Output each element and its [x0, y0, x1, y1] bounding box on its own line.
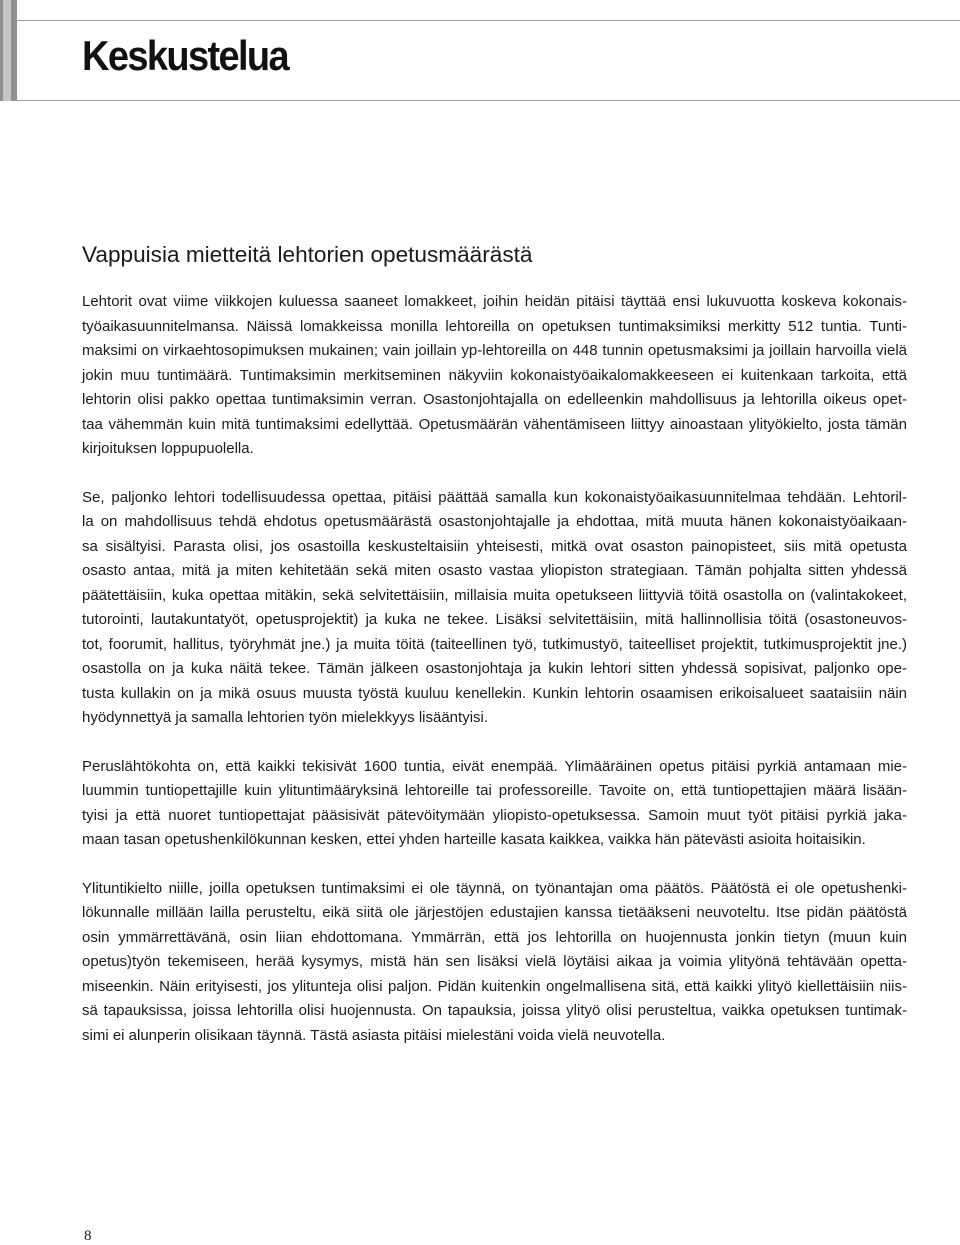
page-number: 8 [84, 1228, 92, 1244]
header-bar-stripe [11, 0, 17, 101]
paragraph-1 [82, 290, 907, 462]
header-bar-stripe [0, 0, 3, 101]
text-line: taa vähemmän kuin mitä tuntimaksimi edellyttää. Opetusmäärän vähentämiseen liittyy ainoastaan ylityökielto, josta tämän [82, 415, 907, 433]
text-line: Se, paljonko lehtori todellisuudessa opettaa, pitäisi päättää samalla kun kokonaistyöaikasuunnitelmaa tehdään. Lehtoril- [82, 488, 907, 506]
text-line: Ylituntikielto niille, joilla opetuksen tuntimaksimi ei ole täynnä, on työnantajan oma päätös. Päätöstä ei ole opetushenki- [82, 879, 907, 897]
text-line: lehtorin olisi pakko opettaa tuntimaksimin verran. Osastonjohtajalla on edelleenkin mahdollisuus ja lehtorilla oikeus opet- [82, 391, 907, 408]
text-line: osasto antaa, mitä ja miten kehitetään sekä miten osasto vastaa yliopiston strategiaan. Tämän pohjalta sitten yhdessä [82, 562, 907, 579]
header-bar [0, 0, 17, 101]
text-line: opetus)työn tekemiseen, herää kysymys, mistä hän sen lisäksi vielä löytäisi aikaa ja voimia ylityönä tehtävään opetta- [82, 953, 907, 970]
text-line: tutorointi, lautakuntatyöt, opetusprojektit) ja kuka ne tekee. Lisäksi selvitettäisiin, mitä hallinnollisia töitä (osastoneuvos- [82, 611, 907, 628]
header-rule-top [17, 20, 960, 21]
text-line: sä tapauksissa, joissa lehtorilla olisi huojennusta. On tapauksia, joissa ylityö olisi perusteltua, vaikka opetuksen tuntimak- [82, 1002, 907, 1019]
text-line: simi ei alunperin olisikaan täynnä. Tästä asiasta pitäisi mielestäni voida vielä neuvotella. [82, 1026, 666, 1044]
text-line: Peruslähtökohta on, että kaikki tekisivät 1600 tuntia, eivät enempää. Ylimääräinen opetus pitäisi pyrkiä antamaan mie- [82, 757, 907, 775]
text-line: lökunnalle millään lailla perusteltu, eikä siitä ole järjestöjen edustajien kanssa tietääkseni neuvoteltu. Itse pidän päätöstä [82, 904, 907, 921]
text-line: päätettäisiin, kuka opettaa mitäkin, sekä selvitettäisiin, millaisia muita opetukseen liittyviä töitä osastolla on (valintakokeet, [82, 586, 907, 604]
text-line: Lehtorit ovat viime viikkojen kuluessa saaneet lomakkeet, joihin heidän pitäisi täyttää ensi lukuvuotta koskeva kokonais- [82, 293, 907, 310]
paragraph-3 [82, 755, 907, 853]
text-line: sa sisältyisi. Parasta olisi, jos osastoilla keskusteltaisiin yhteisesti, mitkä ovat osaston painopisteet, siis mitä opetusta [82, 537, 907, 555]
text-line: kirjoituksen loppupuolella. [82, 440, 254, 457]
article-body [82, 290, 907, 1072]
text-line: maksimi on virkaehtosopimuksen mukainen; vain joillain yp-lehtoreilla on 448 tunnin opetusmaksimi ja joillain harvoilla vielä [82, 342, 907, 359]
text-line: la on mahdollisuus tehdä ehdotus opetusmäärästä osastonjohtajalle ja ehdottaa, mitä muuta hänen kokonaistyöaikaan- [82, 513, 907, 530]
text-line: tot, foorumit, hallitus, työryhmät jne.) ja muita töitä (taiteellinen työ, tutkimustyö, taiteelliset projektit, tutkimusprojektit jne.) [82, 635, 907, 653]
text-line: hyödynnettyä ja samalla lehtorien työn mielekkyys lisääntyisi. [82, 709, 489, 726]
text-line: jokin muu tuntimäärä. Tuntimaksimin merkitseminen näkyviin kokonaistyöaikalomakkeeseen ei kuitenkaan tarkoita, että [82, 366, 907, 384]
text-line: työaikasuunnitelmansa. Näissä lomakkeissa monilla lehtoreilla on opetuksen tuntimaksimiksi merkitty 512 tuntia. Tunti- [82, 317, 907, 335]
text-line: tusta kullakin on ja mikä osuus muusta työstä kuuluu kenellekin. Kunkin lehtorin osaamisen erikoisalueet saataisiin näin [82, 684, 907, 702]
text-line: osastolla on ja kuka näitä tekee. Tämän jälkeen osastonjohtaja ja kukin lehtori sitten yhdessä sopisivat, paljonko ope- [82, 660, 907, 677]
header-rule-bottom [17, 100, 960, 101]
text-line: maan tasan opetushenkilökunnan kesken, ettei yhden harteille kasata kaikkea, vaikka hän pätevästi asioita hoitaisikin. [82, 831, 866, 848]
article-title: Vappuisia mietteitä lehtorien opetusmäärästä [82, 242, 533, 267]
text-line: luummin tuntiopettajille kuin ylituntimääryksinä lehtoreille tai professoreille. Tavoite on, että tuntiopettajien määrä lisään- [82, 782, 907, 799]
text-line: osin ymmärrettävänä, osin liian ehdottomana. Ymmärrän, että jos lehtorilla on huojennusta jonkin tietyn (muun kuin [82, 928, 907, 946]
text-line: tyisi ja että nuoret tuntiopettajat pääsisivät pätevöitymään yliopisto-opetuksessa. Samoin muut työt pitäisi pyrkiä jaka- [82, 806, 907, 824]
paragraph-2 [82, 486, 907, 731]
text-line: miseenkin. Näin erityisesti, jos ylitunteja olisi paljon. Pidän kuitenkin ongelmallisena sitä, että kaikki ylityö kiellettäisiin niis- [82, 977, 907, 995]
section-title: Keskustelua [82, 32, 289, 79]
paragraph-4 [82, 877, 907, 1049]
